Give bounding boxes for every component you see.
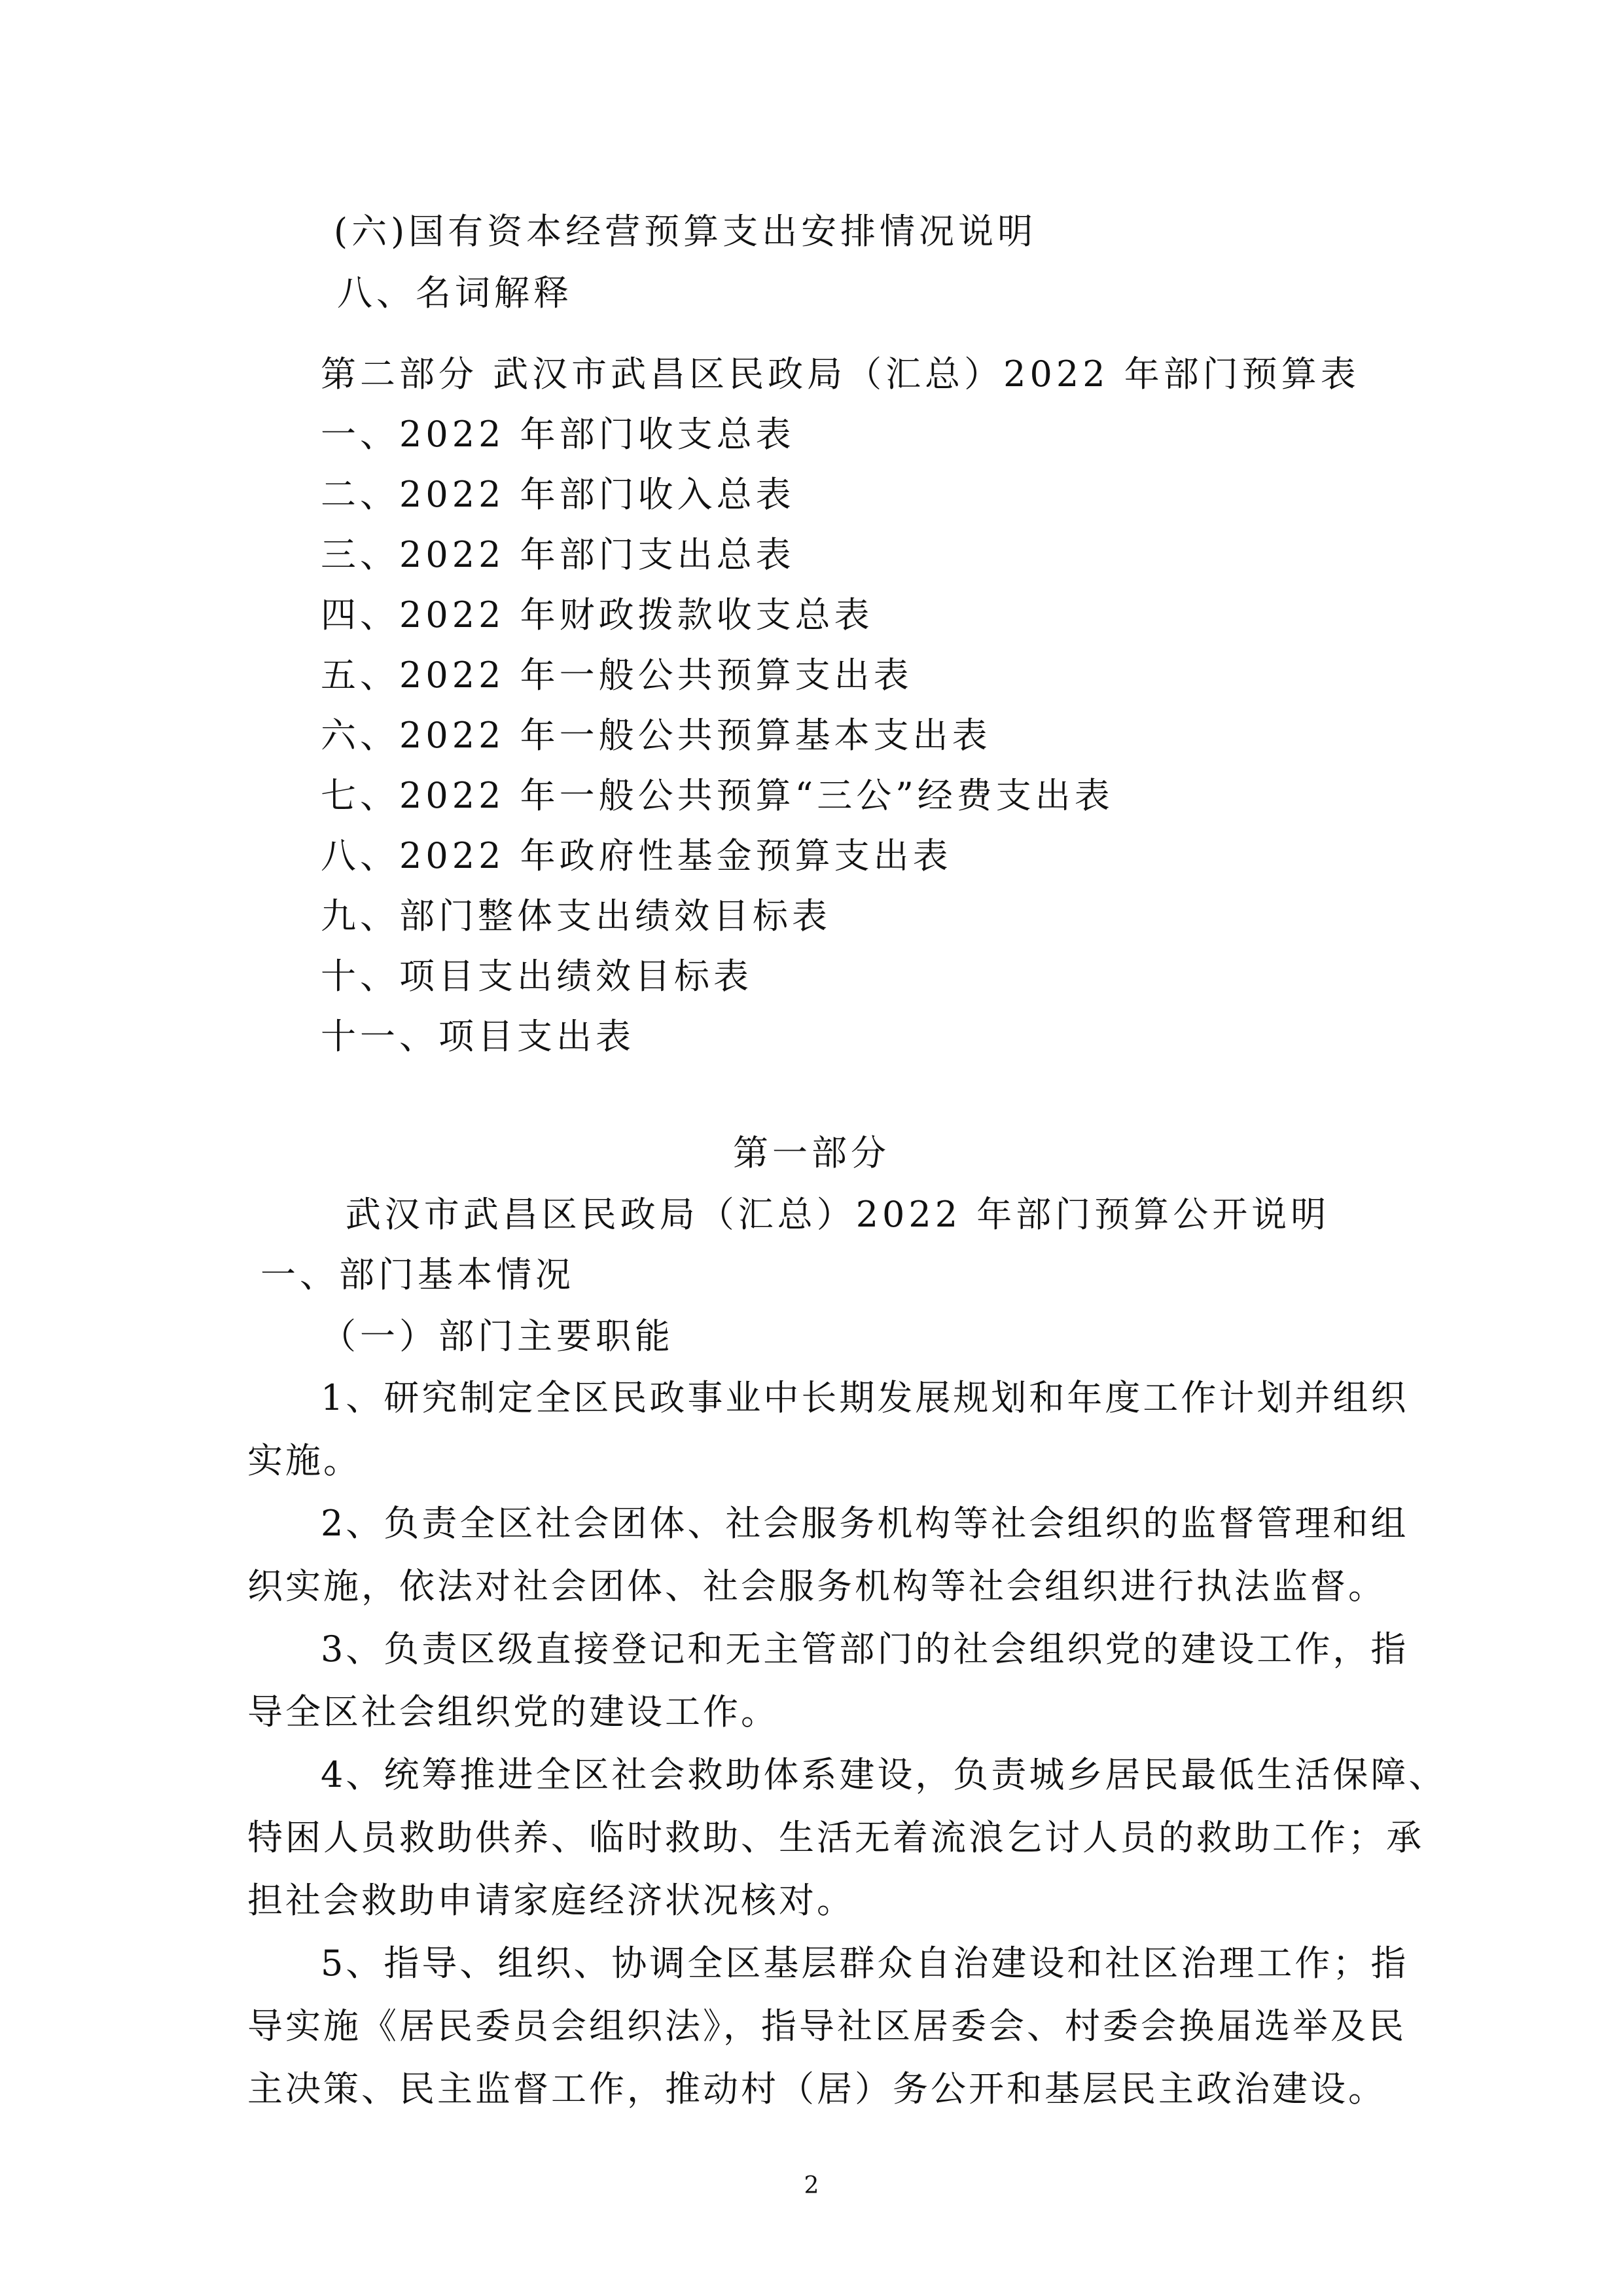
part1-heading: 第一部分: [733, 1132, 890, 1174]
toc-table-item: 二、2022 年部门收入总表: [321, 474, 795, 515]
body-text-line: 5、指导、组织、协调全区基层群众自治建设和社区治理工作；指: [321, 1943, 1409, 1984]
toc-table-item: 一、2022 年部门收支总表: [321, 414, 795, 455]
body-text-line: 主决策、民主监督工作，推动村（居）务公开和基层民主政治建设。: [247, 2068, 1386, 2109]
body-text-line: 1、研究制定全区民政事业中长期发展规划和年度工作计划并组织: [321, 1377, 1409, 1418]
body-text-line: 导全区社会组织党的建设工作。: [247, 1691, 779, 1732]
toc-table-item: 七、2022 年一般公共预算“三公”经费支出表: [321, 775, 1114, 816]
subsection-heading: （一）部门主要职能: [321, 1316, 674, 1357]
body-text-line: 特困人员救助供养、临时救助、生活无着流浪乞讨人员的救助工作；承: [247, 1817, 1424, 1858]
toc-table-item: 六、2022 年一般公共预算基本支出表: [321, 715, 991, 756]
body-text-line: 织实施，依法对社会团体、社会服务机构等社会组织进行执法监督。: [247, 1566, 1386, 1607]
body-text-line: 2、负责全区社会团体、社会服务机构等社会组织的监督管理和组: [321, 1503, 1409, 1544]
toc-table-item: 十、项目支出绩效目标表: [321, 956, 753, 997]
body-text-line: 担社会救助申请家庭经济状况核对。: [247, 1880, 855, 1921]
page-number: 2: [804, 2172, 819, 2199]
body-text-line: 4、统筹推进全区社会救助体系建设，负责城乡居民最低生活保障、: [321, 1754, 1447, 1795]
toc-item-state-capital-budget: (六)国有资本经营预算支出安排情况说明: [334, 211, 1037, 252]
toc-section-glossary: 八、名词解释: [337, 272, 573, 314]
toc-table-item: 五、2022 年一般公共预算支出表: [321, 655, 913, 696]
toc-table-item: 八、2022 年政府性基金预算支出表: [321, 835, 952, 876]
toc-table-item: 四、2022 年财政拨款收支总表: [321, 594, 874, 636]
body-text-line: 导实施《居民委员会组织法》，指导社区居委会、村委会换届选举及民: [247, 2005, 1406, 2047]
part1-title: 武汉市武昌区民政局（汇总）2022 年部门预算公开说明: [345, 1194, 1330, 1235]
part2-title: 第二部分 武汉市武昌区民政局（汇总）2022 年部门预算表: [321, 353, 1360, 395]
toc-table-item: 三、2022 年部门支出总表: [321, 534, 795, 575]
section-heading: 一、部门基本情况: [260, 1254, 575, 1295]
body-text-line: 3、负责区级直接登记和无主管部门的社会组织党的建设工作，指: [321, 1628, 1409, 1670]
toc-table-item: 九、部门整体支出绩效目标表: [321, 895, 831, 937]
toc-table-item: 十一、项目支出表: [321, 1016, 635, 1057]
body-text-line: 实施。: [247, 1440, 361, 1481]
